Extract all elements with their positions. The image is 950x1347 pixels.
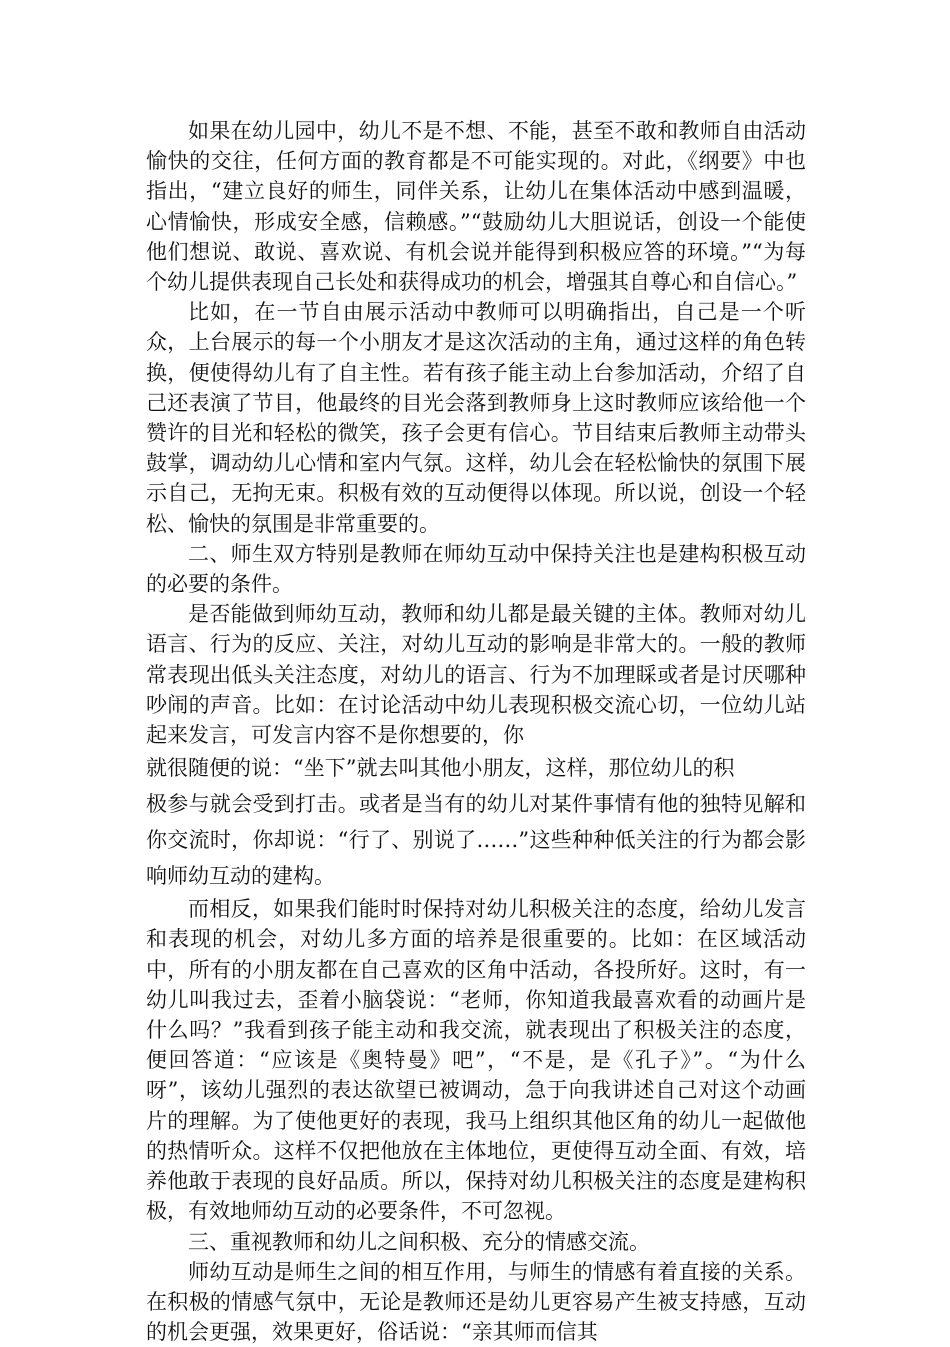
- paragraph-2: 比如，在一节自由展示活动中教师可以明确指出，自己是一个听众，上台展示的每一个小朋友才是这次活动的主角，通过这样的角色转换，便使得幼儿有了自主性。若有孩子能主动上台参加活动，介绍了自己还表演了节目，他最终的目光会落到教师身上这时教师应该给他一个赞许的目光和轻松的微笑，孩子会更有信心。节目结束后教师主动带头鼓掌，调动幼儿心情和室内气氛。这样，幼儿会在轻松愉快的氛围下展示自己，无拘无束。积极有效的互动便得以体现。所以说，创设一个轻松、愉快的氛围是非常重要的。: [146, 300, 806, 536]
- paragraph-3: 是否能做到师幼互动，教师和幼儿都是最关键的主体。教师对幼儿语言、行为的反应、关注，对幼儿互动的影响是非常大的。一般的教师常表现出低头关注态度，对幼儿的语言、行为不加理睬或者是讨厌哪种吵闹的声音。比如：在讨论活动中幼儿表现积极交流心切，一位幼儿站起来发言，可发言内容不是你想要的，你: [146, 602, 806, 748]
- document-body: [146, 116, 806, 1347]
- paragraph-4: 而相反，如果我们能时时保持对幼儿积极关注的态度，给幼儿发言和表现的机会，对幼儿多方面的培养是很重要的。比如：在区域活动中，所有的小朋友都在自己喜欢的区角中活动，各投所好。这时，有一幼儿叫我过去，歪着小脑袋说：“老师，你知道我最喜欢看的动画片是什么吗？”我看到孩子能主动和我交流，就表现出了积极关注的态度，便回答道：“应该是《奥特曼》吧”，“不是，是《孔子》”。“为什么呀”，该幼儿强烈的表达欲望已被调动，急于向我讲述自己对这个动画片的理解。为了使他更好的表现，我马上组织其他区角的幼儿一起做他的热情听众。这样不仅把他放在主体地位，更使得互动全面、有效，培养他敢于表现的良好品质。所以，保持对幼儿积极关注的态度是建构积极，有效地师幼互动的必要条件，不可忽视。: [146, 897, 806, 1224]
- paragraph-3-continued: 极参与就会受到打击。或者是当有的幼儿对某件事情有他的独特见解和你交流时，你却说：“行了、别说了……”这些种种低关注的行为都会影响师幼互动的建构。: [146, 792, 806, 889]
- section-heading-3: 三、重视教师和幼儿之间积极、充分的情感交流。: [188, 1229, 650, 1254]
- paragraph-3-line: 就很随便的说：“坐下”就去叫其他小朋友，这样，那位幼儿的积: [146, 756, 735, 781]
- paragraph-5: 师幼互动是师生之间的相互作用，与师生的情感有着直接的关系。在积极的情感气氛中，无论是教师还是幼儿更容易产生被支持感，互动的机会更强，效果更好，俗话说：“亲其师而信其: [146, 1259, 806, 1345]
- paragraph-1: 如果在幼儿园中，幼儿不是不想、不能，甚至不敢和教师自由活动愉快的交往，任何方面的教育都是不可能实现的。对此，《纲要》中也指出，“建立良好的师生，同伴关系，让幼儿在集体活动中感到温暖，心情愉快，形成安全感，信赖感。”“鼓励幼儿大胆说话，创设一个能使他们想说、敢说、喜欢说、有机会说并能得到积极应答的环境。”“为每个幼儿提供表现自己长处和获得成功的机会，增强其自尊心和自信心。”: [146, 119, 806, 295]
- section-heading-2: 二、师生双方特别是教师在师幼互动中保持关注也是建构积极互动的必要的条件。: [146, 541, 806, 597]
